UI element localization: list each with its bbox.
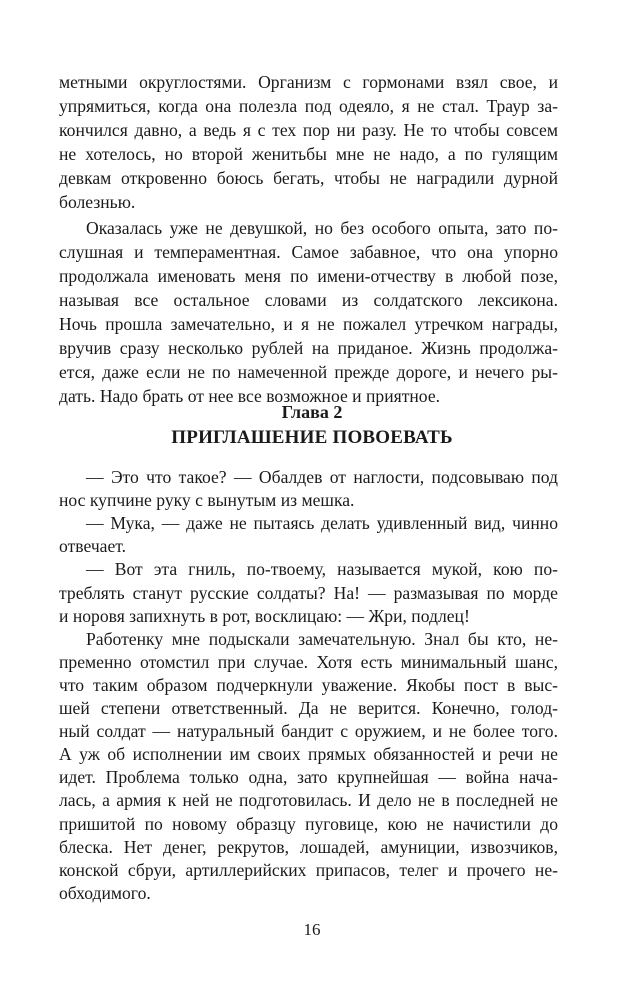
text-line: слушная и темпераментная. Самое забавное, что она упорно — [59, 242, 558, 262]
text-line: упрямиться, когда она полезла под одеяло, я не стал. Траур за- — [59, 96, 558, 116]
text-line: ется, даже если не по намеченной прежде дороге, и нечего ры- — [59, 362, 558, 382]
text-line: дать. Надо брать от нее все возможное и приятное. — [59, 386, 441, 406]
text-line: и норовя запихнуть в рот, восклицаю: — Жри, подлец! — [59, 605, 470, 626]
text-line: Работенку мне подыскали замечательную. Знал бы кто, не- — [86, 628, 558, 649]
text-line: пременно отомстил при случае. Хотя есть минимальный шанс, — [59, 651, 558, 672]
text-line: Ночь прошла замечательно, и я не пожалел утречком награды, — [59, 314, 558, 334]
text-line: девкам откровенно боюсь бегать, чтобы не наградили дурной — [59, 168, 558, 188]
text-line: конской сбруи, артиллерийских припасов, телег и прочего не- — [59, 859, 558, 880]
page-number: 16 — [303, 920, 321, 939]
text-line: кончился давно, а ведь я с тех пор ни разу. Не то чтобы совсем — [59, 120, 558, 140]
text-line: вручив сразу несколько рублей на приданое. Жизнь продолжа- — [59, 338, 558, 358]
text-line: что таким образом подчеркнули уважение. Якобы пост в выс- — [59, 674, 558, 695]
text-line: болезнью. — [59, 192, 136, 212]
text-line: идет. Проблема только одна, зато крупнейшая — война нача- — [59, 767, 558, 788]
text-line: шей степени ответственный. Да не верится. Конечно, голод- — [59, 698, 558, 719]
text-line: — Мука, — даже не пытаясь делать удивленный вид, чинно — [86, 513, 558, 534]
text-line: отвечает. — [59, 536, 127, 557]
text-line: — Вот эта гниль, по-твоему, называется мукой, кою по- — [86, 559, 558, 580]
chapter-number: Глава 2 — [281, 402, 343, 422]
text-line: ный солдат — натуральный бандит с оружием, и не более того. — [59, 721, 558, 742]
text-line: продолжала именовать меня по имени-отчеству в любой позе, — [59, 266, 558, 286]
text-line: метными округлостями. Организм с гормонами взял свое, и — [59, 72, 558, 92]
text-line: блеска. Нет денег, рекрутов, лошадей, амуниции, извозчиков, — [59, 836, 558, 857]
text-line: пришитой по новому образцу пуговице, кою не начистили до — [59, 813, 558, 834]
text-line: треблять станут русские солдаты? На! — размазывая по морде — [59, 582, 558, 603]
text-line: нос купчине руку с вынутым из мешка. — [59, 490, 355, 511]
text-line: Оказалась уже не девушкой, но без особого опыта, зато по- — [86, 218, 558, 238]
text-line: лась, а армия к ней не подготовилась. И дело не в последней не — [59, 790, 558, 811]
text-line: — Это что такое? — Обалдев от наглости, подсовываю под — [86, 467, 558, 487]
chapter-title: ПРИГЛАШЕНИЕ ПОВОЕВАТЬ — [171, 427, 453, 448]
text-line: А уж об исполнении им своих прямых обязанностей и речи не — [59, 744, 558, 765]
text-line: называя все остальное словами из солдатского лексикона. — [59, 290, 558, 310]
text-line: не хотелось, но второй женитьбы мне не надо, а по гулящим — [59, 144, 558, 164]
text-line: обходимого. — [59, 882, 151, 903]
